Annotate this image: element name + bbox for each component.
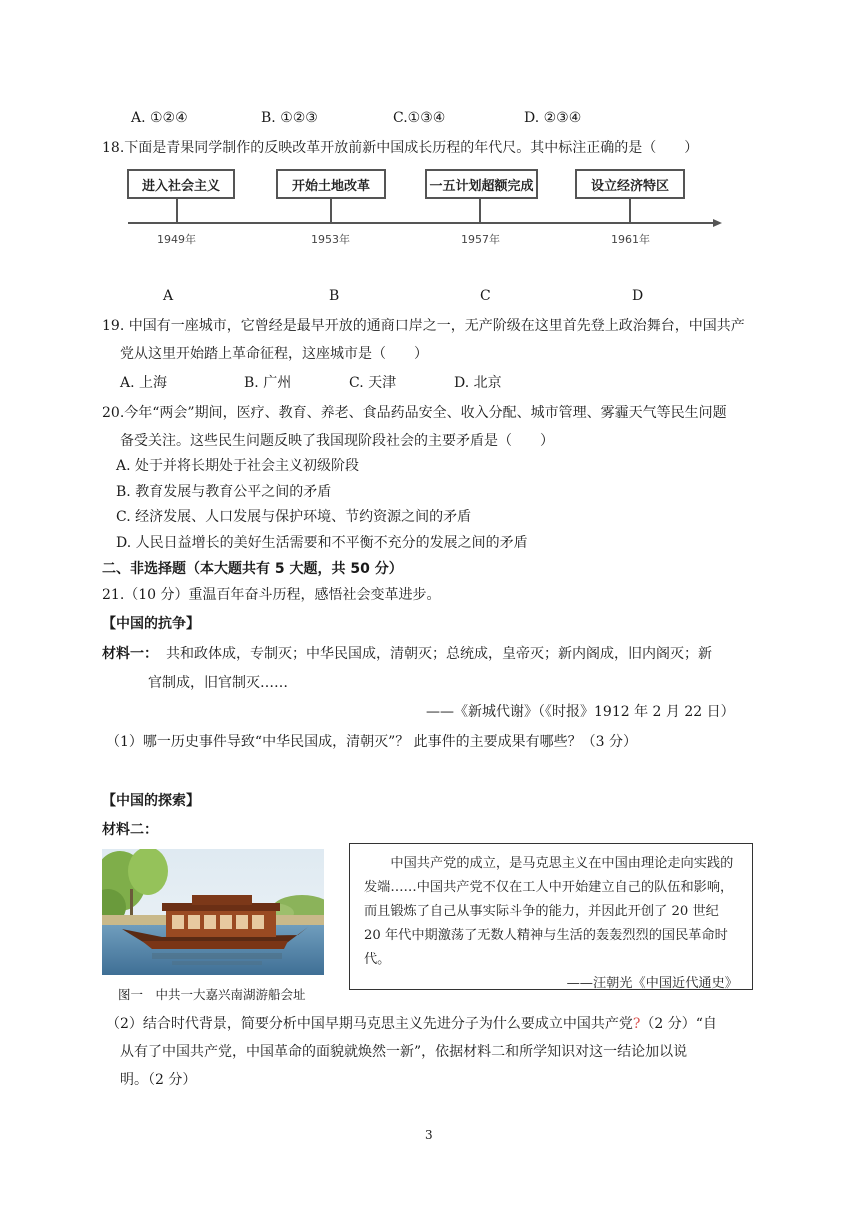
q20-stem-line1: 20.今年“两会”期间，医疗、教育、养老、食品药品安全、收入分配、城市管理、雾霾天气等民生问题 <box>102 405 727 421</box>
q21-heading-explore: 【中国的探索】 <box>102 793 200 809</box>
q18-option-d: D <box>632 288 644 304</box>
figure-caption: 图一 中共一大嘉兴南湖游船会址 <box>118 987 306 1002</box>
timeline-event-box: 开始土地改革 <box>276 169 386 199</box>
q21-heading-struggle: 【中国的抗争】 <box>102 616 200 632</box>
timeline-axis-arrow <box>125 216 725 230</box>
q17-option-d: D. ②③④ <box>524 110 582 126</box>
red-boat-photo <box>102 849 324 975</box>
q20-stem-line2: 备受关注。这些民生问题反映了我国现阶段社会的主要矛盾是（ ） <box>120 433 554 449</box>
material1-text-line1: 共和政体成，专制灭；中华民国成，清朝灭；总统成，皇帝灭；新内阁成，旧内阁灭；新 <box>166 646 712 662</box>
q18-stem: 18.下面是青果同学制作的反映改革开放前新中国成长历程的年代尺。其中标注正确的是（ ） <box>102 140 699 156</box>
timeline-year: 1957年 <box>461 233 500 246</box>
q21-sub2-line1-text: （2）结合时代背景，简要分析中国早期马克思主义先进分子为什么要成立中国共产党 <box>106 1016 633 1032</box>
q19-option-a: A. 上海 <box>120 375 168 391</box>
q19-stem-line1: 19. 中国有一座城市，它曾经是最早开放的通商口岸之一，无产阶级在这里首先登上政治舞台，中国共产 <box>102 318 745 334</box>
q20-option-a: A. 处于并将长期处于社会主义初级阶段 <box>116 458 360 474</box>
q20-option-d: D. 人民日益增长的美好生活需要和不平衡不充分的发展之间的矛盾 <box>116 535 528 551</box>
material2-quote-source: ——汪朝光《中国近代通史》 <box>566 976 738 991</box>
timeline-event-box: 进入社会主义 <box>127 169 235 199</box>
q20-option-c: C. 经济发展、人口发展与保护环境、节约资源之间的矛盾 <box>116 509 472 525</box>
q19-option-c: C. 天津 <box>349 375 397 391</box>
material2-label: 材料二： <box>102 822 158 838</box>
q19-option-b: B. 广州 <box>244 375 292 391</box>
q21-sub2-line2: 从有了中国共产党，中国革命的面貌就焕然一新”，依据材料二和所学知识对这一结论加以说 <box>120 1044 688 1060</box>
q18-option-c: C <box>480 288 491 304</box>
q17-option-a: A. ①②④ <box>131 110 188 126</box>
q17-option-c: C.①③④ <box>393 110 446 126</box>
material2-quote-text: 中国共产党的成立，是马克思主义在中国由理论走向实践的发端……中国共产党不仅在工人中开始建立自己的队伍和影响，而且锻炼了自己从事实际斗争的能力，并因此开创了 20 世纪 20 年代中期激荡了无数人精神与生活的轰轰烈烈的国民革命时代。 <box>364 856 734 967</box>
material1-text-line2: 官制成，旧官制灭…… <box>148 675 288 691</box>
timeline-year: 1949年 <box>157 233 196 246</box>
material1-label: 材料一： <box>102 646 158 662</box>
section-title: 二、非选择题（本大题共有 5 大题，共 50 分） <box>102 561 403 577</box>
timeline-event-box: 一五计划超额完成 <box>425 169 538 199</box>
q21-sub2-line1-tail: （2 分）“自 <box>640 1016 717 1032</box>
q21-stem: 21.（10 分）重温百年奋斗历程，感悟社会变革进步。 <box>102 587 441 603</box>
material2-quote-box <box>349 843 753 990</box>
q21-sub2-line3: 明。（2 分） <box>120 1072 197 1088</box>
timeline-year: 1953年 <box>311 233 350 246</box>
q17-option-b: B. ①②③ <box>261 110 318 126</box>
q20-option-b: B. 教育发展与教育公平之间的矛盾 <box>116 484 332 500</box>
q21-sub2-line1 <box>106 1014 717 1034</box>
timeline-event-box: 设立经济特区 <box>575 169 685 199</box>
material1-source: ——《新城代谢》（《时报》1912 年 2 月 22 日） <box>426 704 735 720</box>
page-number: 3 <box>425 1128 433 1142</box>
timeline-year: 1961年 <box>611 233 650 246</box>
question-mark: ? <box>632 1016 641 1032</box>
q18-option-b: B <box>329 288 340 304</box>
q19-stem-line2: 党从这里开始踏上革命征程，这座城市是（ ） <box>120 346 428 362</box>
q19-option-d: D. 北京 <box>454 375 502 391</box>
q18-option-a: A <box>163 288 174 304</box>
q21-sub1: （1）哪一历史事件导致“中华民国成，清朝灭”？ 此事件的主要成果有哪些？（3 分） <box>106 734 638 750</box>
